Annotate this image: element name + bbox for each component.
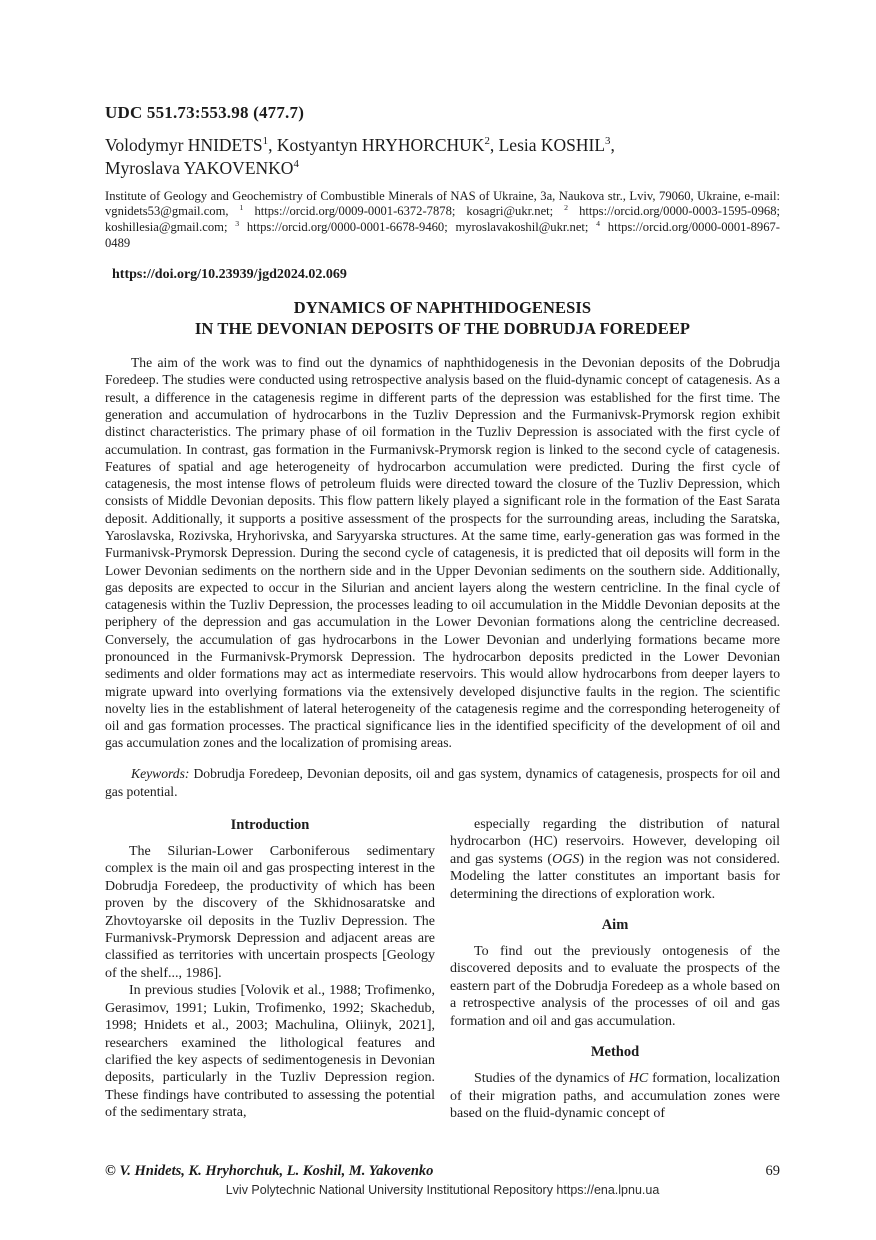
orcid-link: https://orcid.org/0000-0003-1595-0968; koshillesia@gmail.com; <box>105 204 780 235</box>
keywords-list: Dobrudja Foredeep, Devonian deposits, oil and gas system, dynamics of catagenesis, prospects for oil and gas potential. <box>105 766 780 799</box>
article-title-line2: IN THE DEVONIAN DEPOSITS OF THE DOBRUDJA FOREDEEP <box>194 318 691 338</box>
author-name: Volodymyr HNIDETS <box>105 135 263 155</box>
author-superscript: 1 <box>262 135 269 148</box>
keywords-label: Keywords: <box>131 766 190 782</box>
section-heading-method: Method <box>590 1044 640 1061</box>
author-name: Myroslava YAKOVENKO <box>105 157 294 178</box>
affiliation-segment: Institute of Geology and Geochemistry of Combustible Minerals of NAS of Ukraine, 3a, Naukova str., Lviv, 79060, Ukraine, e-mail: vgnidets53@gmail.com, <box>105 188 780 219</box>
author-separator: , <box>268 135 277 155</box>
article-title <box>105 298 780 339</box>
author-separator: , <box>610 135 615 155</box>
term-hc: HC <box>628 1071 649 1087</box>
orcid-link: https://orcid.org/0000-0001-6678-9460; myroslavakoshil@ukr.net; <box>239 220 597 235</box>
orcid-link: https://orcid.org/0009-0001-6372-7878; kosagri@ukr.net; <box>243 204 565 219</box>
section-heading-aim: Aim <box>601 916 629 933</box>
author-superscript: 4 <box>293 157 299 170</box>
author-superscript: 2 <box>484 135 490 148</box>
column-left <box>105 816 435 1123</box>
copyright-row <box>105 1163 780 1180</box>
aim-paragraph: To find out the previously ontogenesis of the discovered deposits and to evaluate the prospects of the eastern part of the Dobrudja Foredeep as a whole based on a retrospective analysis of the processes of oil and gas formation and oil and gas accumulation. <box>450 943 780 1029</box>
text-segment: ) in the region was not considered. Modeling the latter constitutes an important basis for determining the directions of exploration work. <box>450 851 780 902</box>
udc-classification: UDC 551.73:553.98 (477.7) <box>105 103 305 122</box>
orcid-link: https://orcid.org/0000-0001-8967-0489 <box>105 220 780 251</box>
page-content <box>105 103 780 1122</box>
text-segment: formation, localization of their migration paths, and accumulation zones were based on the fluid-dynamic concept of <box>450 1071 781 1121</box>
introduction-paragraph-1: The Silurian-Lower Carboniferous sedimentary complex is the main oil and gas prospecting interest in the Dobrudja Foredeep, the productivity of which has been proven by the discovery of the Skhidnosaratske and Zhovtoyarske oil deposits in the Tuzliv Depression. The Furmanivsk-Prymorsk Depression and adjacent areas are classified as territories with uncertain prospects [Geology of the shelf..., 1986]. <box>105 843 435 981</box>
column-right <box>450 816 780 1123</box>
affiliation-superscript: 3 <box>235 219 240 229</box>
author-name: Lesia KOSHIL <box>498 135 606 155</box>
affiliation-superscript: 1 <box>239 203 244 213</box>
page-number: 69 <box>765 1163 780 1179</box>
text-segment: Studies of the dynamics of <box>474 1071 629 1087</box>
page-footer <box>105 1163 780 1197</box>
author-name: Kostyantyn HRYHORCHUK <box>276 135 485 155</box>
introduction-paragraph-2: In previous studies [Volovik et al., 1988; Trofimenko, Gerasimov, 1991; Lukin, Trofimenko, 1992; Skachedub, 1998; Hnidets et al., 2003; Machulina, Oliinyk, 2021], researchers examined the lithological features and clarified the key aspects of sedimentogenesis in Devonian deposits, particularly in the Tuzliv Depression region. These findings have contributed to assessing the potential of the sedimentary strata, <box>105 983 435 1121</box>
repository-note: Lviv Polytechnic National University Institutional Repository https://ena.lpnu.ua <box>225 1183 660 1197</box>
affiliation-text <box>105 189 780 252</box>
author-separator: , <box>489 135 499 155</box>
keywords-paragraph <box>105 765 780 800</box>
abstract-paragraph: The aim of the work was to find out the dynamics of naphthidogenesis in the Devonian deposits of the Dobrudja Foredeep. The studies were conducted using retrospective analysis based on the fluid-dynamic concept of catagenesis. As a result, a difference in the catagenesis regime in different parts of the depression was established for the first time. The generation and accumulation of hydrocarbons in the Tuzliv Depression and the Furmanivsk-Prymorsk region exhibit distinct characteristics. The primary phase of oil formation in the Tuzliv Depression is associated with the first cycle of accumulation. In contrast, gas formation in the Furmanivsk-Prymorsk region is linked to the second cycle of catagenesis. Features of spatial and age heterogeneity of hydrocarbon accumulation were predicted. During the first cycle of catagenesis, the most intense flows of petroleum fluids were directed toward the closure of the Tuzliv Depression, which consists of Middle Devonian deposits. This flow pattern likely played a significant role in the formation of the East Sarata deposit. Additionally, it supports a positive assessment of the prospects for the surrounding areas, including the Saratska, Yaroslavska, Rozivska, Hryhorivska, and Saryyarska structures. At the same time, early-generation gas was formed in the Furmanivsk-Prymorsk Depression. During the second cycle of catagenesis, it is predicted that oil deposits will form in the Lower Devonian sediments on the northern side and in the Upper Devonian sediments on the southern side. Additionally, gas deposits are expected to occur in the Silurian and ancient layers along the western centricline. In the final cycle of catagenesis within the Tuzliv Depression, the processes leading to oil accumulation in the Middle Devonian deposits at the periphery of the depression and gas accumulation in the Lower Devonian formations along the centricline decreased. Conversely, the accumulation of gas hydrocarbons in the Lower Devonian and underlying formations became more pronounced in the Furmanivsk-Prymorsk Depression. The hydrocarbon deposits predicted in the Lower Devonian sediments and older formations may act as intermediate reservoirs. This would allow hydrocarbons from deeper layers to migrate upward into overlying formations via the extensively developed disjunctive faults in the region. The scientific novelty lies in the establishment of lateral heterogeneity of the catagenesis regime and the corresponding heterogeneity of oil and gas formation processes. The practical significance lies in the identified specificity of the development of oil and gas accumulation zones and the localization of promising areas. <box>105 355 780 751</box>
two-column-body <box>105 816 780 1123</box>
author-superscript: 3 <box>605 135 611 148</box>
doi-link: https://doi.org/10.23939/jgd2024.02.069 <box>112 266 347 282</box>
copyright-line: © V. Hnidets, K. Hryhorchuk, L. Koshil, M. Yakovenko <box>105 1163 434 1179</box>
affiliation-superscript: 4 <box>596 219 601 229</box>
authors-line <box>105 134 780 180</box>
section-heading-introduction: Introduction <box>230 816 310 833</box>
text-segment: especially regarding the distribution of natural hydrocarbon (HC) reservoirs. However, developing oil and gas systems ( <box>450 816 780 867</box>
article-title-line1: DYNAMICS OF NAPHTHIDOGENESIS <box>293 297 592 317</box>
method-paragraph <box>450 1070 780 1122</box>
term-ogs: OGS <box>552 851 580 867</box>
affiliation-superscript: 2 <box>564 203 569 213</box>
introduction-paragraph-3 <box>450 816 780 903</box>
